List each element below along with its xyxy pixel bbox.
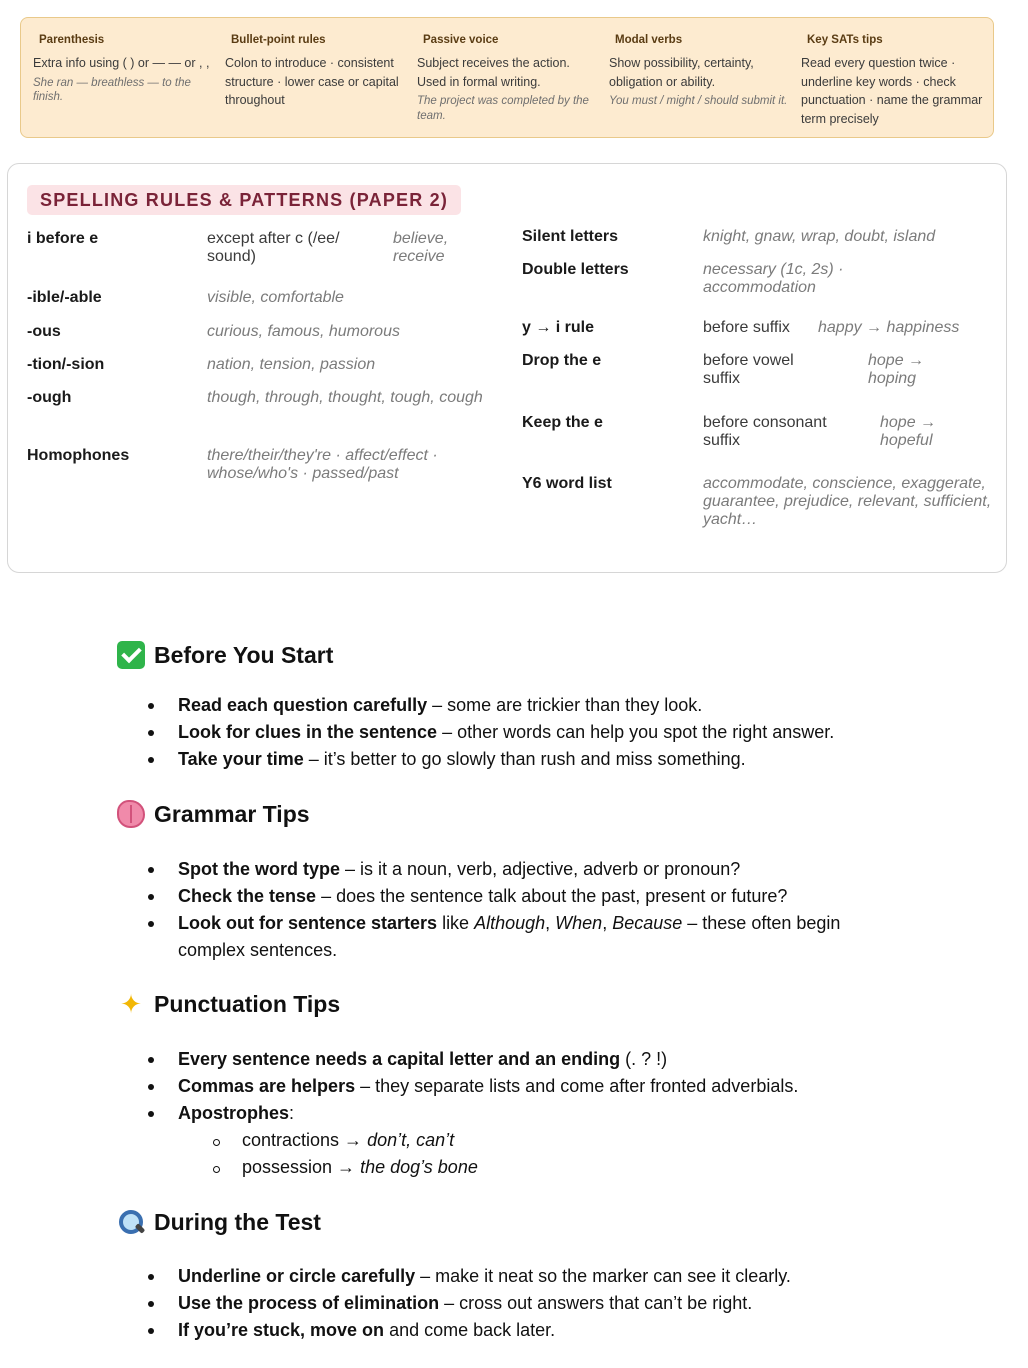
- spelling-note: before suffix: [703, 319, 790, 336]
- tip-example-word: Although: [474, 913, 546, 933]
- tip-text: – they separate lists and come after fronted adverbials.: [355, 1076, 799, 1096]
- spelling-example: necessary (1c, 2s) · accommodation: [703, 261, 844, 296]
- list-item: [178, 692, 834, 719]
- tip-text: – is it a noun, verb, adjective, adverb or pronoun?: [340, 859, 741, 879]
- spelling-term: y → i rule: [522, 319, 595, 336]
- grammar-tips-list: [178, 856, 878, 964]
- tip-text: contractions →: [242, 1130, 368, 1150]
- spelling-example: there/their/they're · affect/effect · whose/who's · passed/past: [207, 447, 438, 482]
- spelling-term: Double letters: [522, 261, 629, 278]
- spelling-term: -ough: [27, 389, 72, 406]
- tip-text: – these often begin complex sentences.: [178, 913, 841, 960]
- list-item: [178, 1263, 791, 1290]
- grammar-card-title: Bullet-point rules: [231, 34, 326, 46]
- grammar-card-body: Show possibility, certainty, obligation or ability.: [609, 56, 754, 89]
- tip-bold: Look for clues in the sentence: [178, 722, 438, 742]
- section-heading-grammar-tips: [117, 800, 310, 828]
- tip-bold: Take your time: [178, 749, 304, 769]
- tip-text: (. ? !): [620, 1049, 668, 1069]
- spelling-card-title: SPELLING RULES & PATTERNS (PAPER 2): [27, 185, 461, 215]
- spelling-term: Y6 word list: [522, 475, 612, 492]
- grammar-card-example: She ran — breathless — to the finish.: [33, 76, 191, 103]
- tip-bold: If you’re stuck, move on: [178, 1320, 385, 1340]
- list-item: [178, 1317, 791, 1344]
- tip-text: and come back later.: [384, 1320, 556, 1340]
- magnifier-icon: [117, 1208, 145, 1236]
- spelling-example: visible, comfortable: [207, 289, 344, 306]
- tip-bold: Spot the word type: [178, 859, 340, 879]
- brain-icon: [117, 800, 145, 828]
- list-item: [178, 719, 834, 746]
- section-heading-punctuation-tips: [117, 990, 340, 1018]
- grammar-card-bullet-points: [225, 34, 417, 137]
- tip-example-word: When: [555, 913, 603, 933]
- tip-text: ,: [602, 913, 613, 933]
- spelling-example: though, through, thought, tough, cough: [207, 389, 483, 406]
- grammar-card-title: Parenthesis: [39, 34, 105, 46]
- tip-bold: Underline or circle carefully: [178, 1266, 416, 1286]
- tip-bold: Every sentence needs a capital letter and an ending: [178, 1049, 621, 1069]
- before-you-start-list: [178, 692, 834, 773]
- sparkle-icon: ✦: [120, 989, 142, 1019]
- list-item: [242, 1154, 798, 1181]
- apostrophes-sublist: [242, 1127, 798, 1181]
- grammar-card-modal-verbs: [609, 34, 801, 137]
- grammar-card-passive-voice: [417, 34, 609, 137]
- tip-bold: Check the tense: [178, 886, 317, 906]
- tip-text: – some are trickier than they look.: [427, 695, 703, 715]
- spelling-rules-card: [7, 163, 1007, 573]
- spelling-example: hope → hopeful: [880, 414, 937, 449]
- list-item: [178, 883, 878, 910]
- spelling-example: curious, famous, humorous: [207, 323, 400, 340]
- tip-example: don’t, can’t: [367, 1130, 455, 1150]
- section-title: During the Test: [154, 1208, 321, 1235]
- tip-text: possession →: [242, 1157, 361, 1177]
- spelling-example: happy → happiness: [818, 319, 960, 336]
- spelling-term: -tion/-sion: [27, 356, 105, 373]
- grammar-card-body: Subject receives the action. Used in formal writing.: [417, 56, 570, 89]
- spelling-term: -ous: [27, 323, 61, 340]
- section-heading-before-you-start: [117, 641, 333, 669]
- list-item: [242, 1127, 798, 1154]
- tip-text: :: [289, 1103, 295, 1123]
- tip-text: – other words can help you spot the right answer.: [437, 722, 835, 742]
- grammar-card-sats-tips: [801, 34, 993, 137]
- tip-bold: Read each question carefully: [178, 695, 428, 715]
- grammar-card-example: The project was completed by the team.: [417, 95, 589, 122]
- spelling-term: Homophones: [27, 447, 130, 464]
- spelling-example: nation, tension, passion: [207, 356, 376, 373]
- section-title: Before You Start: [154, 641, 334, 668]
- grammar-card-parenthesis: [33, 34, 225, 137]
- list-item: [178, 910, 878, 964]
- grammar-card-title: Passive voice: [423, 34, 499, 46]
- spelling-note: except after c (/ee/ sound): [207, 230, 340, 265]
- list-item: [178, 746, 834, 773]
- spelling-term: -ible/-able: [27, 289, 102, 306]
- spelling-example: knight, gnaw, wrap, doubt, island: [703, 228, 936, 245]
- check-icon: [117, 641, 145, 669]
- section-title: Punctuation Tips: [154, 990, 341, 1017]
- tip-text: – it’s better to go slowly than rush and miss something.: [303, 749, 746, 769]
- tip-example: the dog’s bone: [360, 1157, 478, 1177]
- spelling-example: accommodate, conscience, exaggerate, guarantee, prejudice, relevant, sufficient, yacht…: [703, 475, 992, 528]
- spelling-note: before vowel suffix: [703, 352, 794, 387]
- grammar-summary-strip: [20, 17, 994, 138]
- grammar-card-title: Key SATs tips: [807, 34, 883, 46]
- tip-text: ,: [545, 913, 556, 933]
- list-item: [178, 1046, 798, 1073]
- spelling-term: Keep the e: [522, 414, 603, 431]
- section-heading-during-the-test: [117, 1208, 321, 1236]
- grammar-card-example: You must / might / should submit it.: [609, 95, 788, 107]
- spelling-example: believe, receive: [393, 230, 449, 265]
- tip-text: – make it neat so the marker can see it clearly.: [415, 1266, 791, 1286]
- tip-text: – cross out answers that can’t be right.: [439, 1293, 753, 1313]
- tip-text: like: [437, 913, 475, 933]
- grammar-card-title: Modal verbs: [615, 34, 683, 46]
- section-title: Grammar Tips: [154, 800, 310, 827]
- list-item: [178, 856, 878, 883]
- tip-bold: Commas are helpers: [178, 1076, 356, 1096]
- during-the-test-list: [178, 1263, 791, 1344]
- list-item: [178, 1100, 798, 1181]
- punctuation-tips-list: [178, 1046, 798, 1181]
- tip-example-word: Because: [612, 913, 683, 933]
- spelling-term: Drop the e: [522, 352, 602, 369]
- list-item: [178, 1073, 798, 1100]
- list-item: [178, 1290, 791, 1317]
- tip-bold: Apostrophes: [178, 1103, 290, 1123]
- spelling-term: Silent letters: [522, 228, 619, 245]
- grammar-card-body: Read every question twice · underline key words · check punctuation · name the grammar term precisely: [801, 56, 983, 126]
- grammar-card-body: Colon to introduce · consistent structure · lower case or capital throughout: [225, 56, 399, 107]
- spelling-term: i before e: [27, 230, 99, 247]
- spelling-example: hope → hoping: [868, 352, 925, 387]
- tip-bold: Look out for sentence starters: [178, 913, 438, 933]
- grammar-card-body: Extra info using ( ) or — — or , ,: [33, 56, 210, 70]
- tip-text: – does the sentence talk about the past, present or future?: [316, 886, 788, 906]
- tip-bold: Use the process of elimination: [178, 1293, 440, 1313]
- spelling-note: before consonant suffix: [703, 414, 827, 449]
